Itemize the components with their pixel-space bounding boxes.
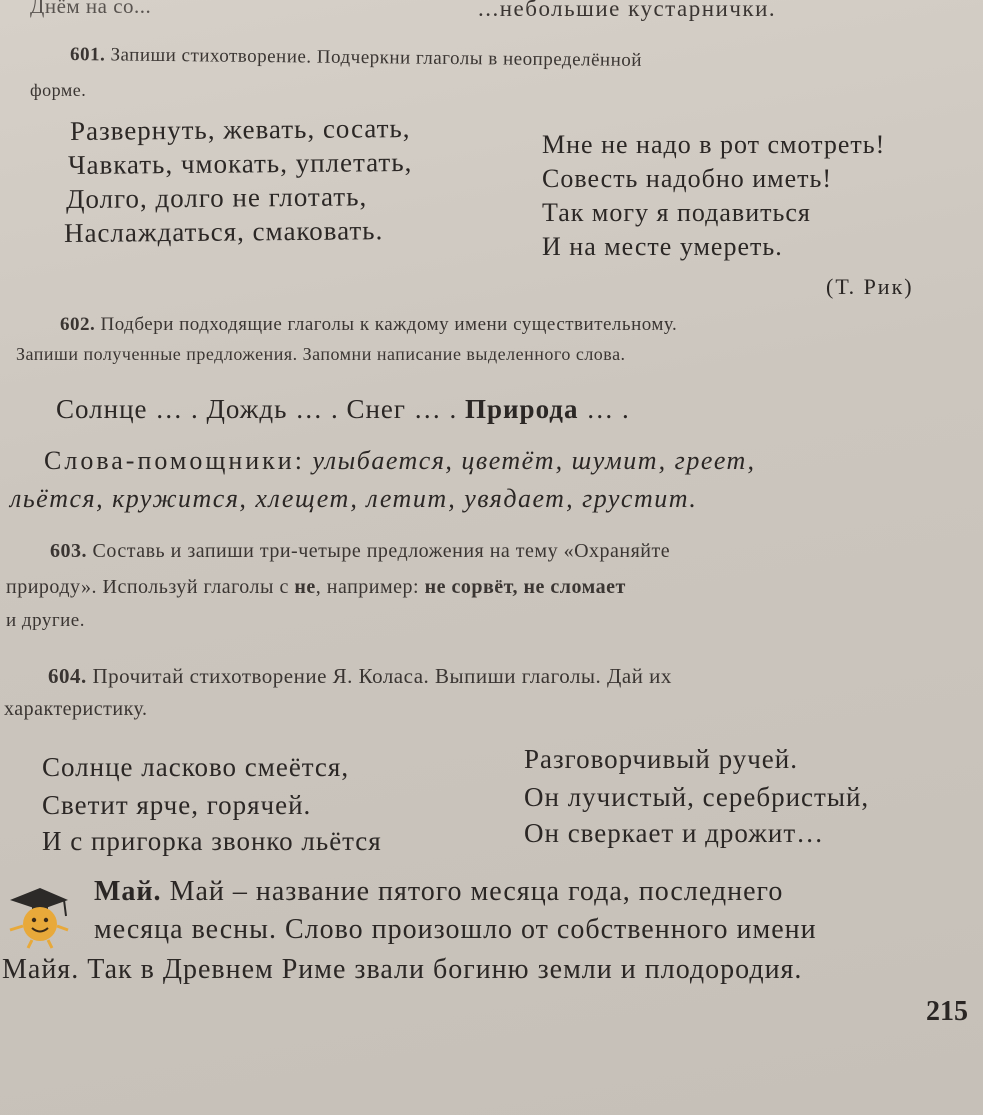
ex603-task-line1 <box>50 540 670 563</box>
ex604-poem-left-2: Светит ярче, горячей. <box>42 790 312 820</box>
page-number: 215 <box>926 996 968 1027</box>
ex604-poem-right-2: Он лучистый, серебристый, <box>524 782 870 812</box>
ex602-task-text: Подбери подходящие глаголы к каждому имени существительному. <box>100 314 678 335</box>
ex601-poem-right-2: Совесть надобно иметь! <box>542 164 833 193</box>
ex604-poem-left-1: Солнце ласково смеётся, <box>42 752 350 782</box>
ex604-poem-right-1: Разговорчивый ручей. <box>524 744 798 774</box>
ex601-task-text: Запиши стихотворение. Подчеркни глаголы в неопределённой <box>110 44 643 71</box>
ex602-nouns-plain: Солнце … . Дождь … . Снег … . <box>56 394 458 424</box>
ex602-helpers-label: Слова-помощники: <box>44 446 305 475</box>
ex604-poem-right-3: Он сверкает и дрожит… <box>524 818 825 848</box>
owl-mascot-icon <box>2 880 72 950</box>
ex601-poem-left-3: Долго, долго не глотать, <box>65 181 368 214</box>
note-line3: Майя. Так в Древнем Риме звали богиню земли и плодородия. <box>2 954 803 985</box>
ex603-task-line3: и другие. <box>6 610 85 631</box>
ex601-task-line1 <box>70 44 642 72</box>
ex602-number: 602. <box>60 314 96 335</box>
ex601-poem-right-3: Так могу я подавиться <box>542 198 811 227</box>
ex601-poem-left-4: Наслаждаться, смаковать. <box>63 215 384 248</box>
ex601-poem-right-1: Мне не надо в рот смотреть! <box>542 130 886 159</box>
ex603-ne: не <box>294 576 316 598</box>
ex604-number: 604. <box>48 664 87 688</box>
ex603-task-text: Составь и запиши три-четыре предложения на тему «Охраняйте <box>92 540 671 562</box>
note-line2: месяца весны. Слово произошло от собственного имени <box>94 914 817 945</box>
ex602-noun-tail: … . <box>586 394 630 424</box>
ex604-task-line1 <box>48 664 672 689</box>
ex602-helpers-words1: улыбается, цветёт, шумит, греет, <box>312 446 756 475</box>
ex603-examples: не сорвёт, не сломает <box>424 576 626 598</box>
ex603-task-text3: , например: <box>315 576 420 598</box>
ex602-nouns <box>56 394 630 425</box>
ex601-poem-left-1: Развернуть, жевать, сосать, <box>69 113 411 146</box>
ex604-poem-left-3: И с пригорка звонко льётся <box>42 826 382 856</box>
top-fragment-right: ...небольшие кустарнички. <box>478 0 777 21</box>
top-fragment-left: Днём на со... <box>30 0 152 18</box>
ex602-helpers-line1 <box>44 446 755 476</box>
ex603-number: 603. <box>50 540 87 562</box>
ex601-task-line2: форме. <box>30 80 87 100</box>
ex604-task-line2: характеристику. <box>4 698 148 720</box>
ex602-task-line1 <box>60 314 677 336</box>
ex602-noun-highlighted: Природа <box>464 394 579 424</box>
ex601-author: (Т. Рик) <box>826 274 914 299</box>
ex601-poem-right-4: И на месте умереть. <box>542 232 783 261</box>
ex603-task-line2 <box>6 576 626 599</box>
note-term: Май. <box>94 876 162 907</box>
ex603-task-text2: природу». Используй глаголы с <box>6 576 289 598</box>
ex601-number: 601. <box>69 44 106 66</box>
note-line1-rest: Май – название пятого месяца года, последнего <box>169 876 784 907</box>
ex602-helpers-line2: льётся, кружится, хлещет, летит, увядает, грустит. <box>10 484 698 513</box>
ex602-task-line2: Запиши полученные предложения. Запомни написание выделенного слова. <box>16 344 626 364</box>
ex601-poem-left-2: Чавкать, чмокать, уплетать, <box>67 146 413 180</box>
ex604-task-text: Прочитай стихотворение Я. Коласа. Выпиши глаголы. Дай их <box>92 664 672 688</box>
note-line1 <box>94 876 783 908</box>
